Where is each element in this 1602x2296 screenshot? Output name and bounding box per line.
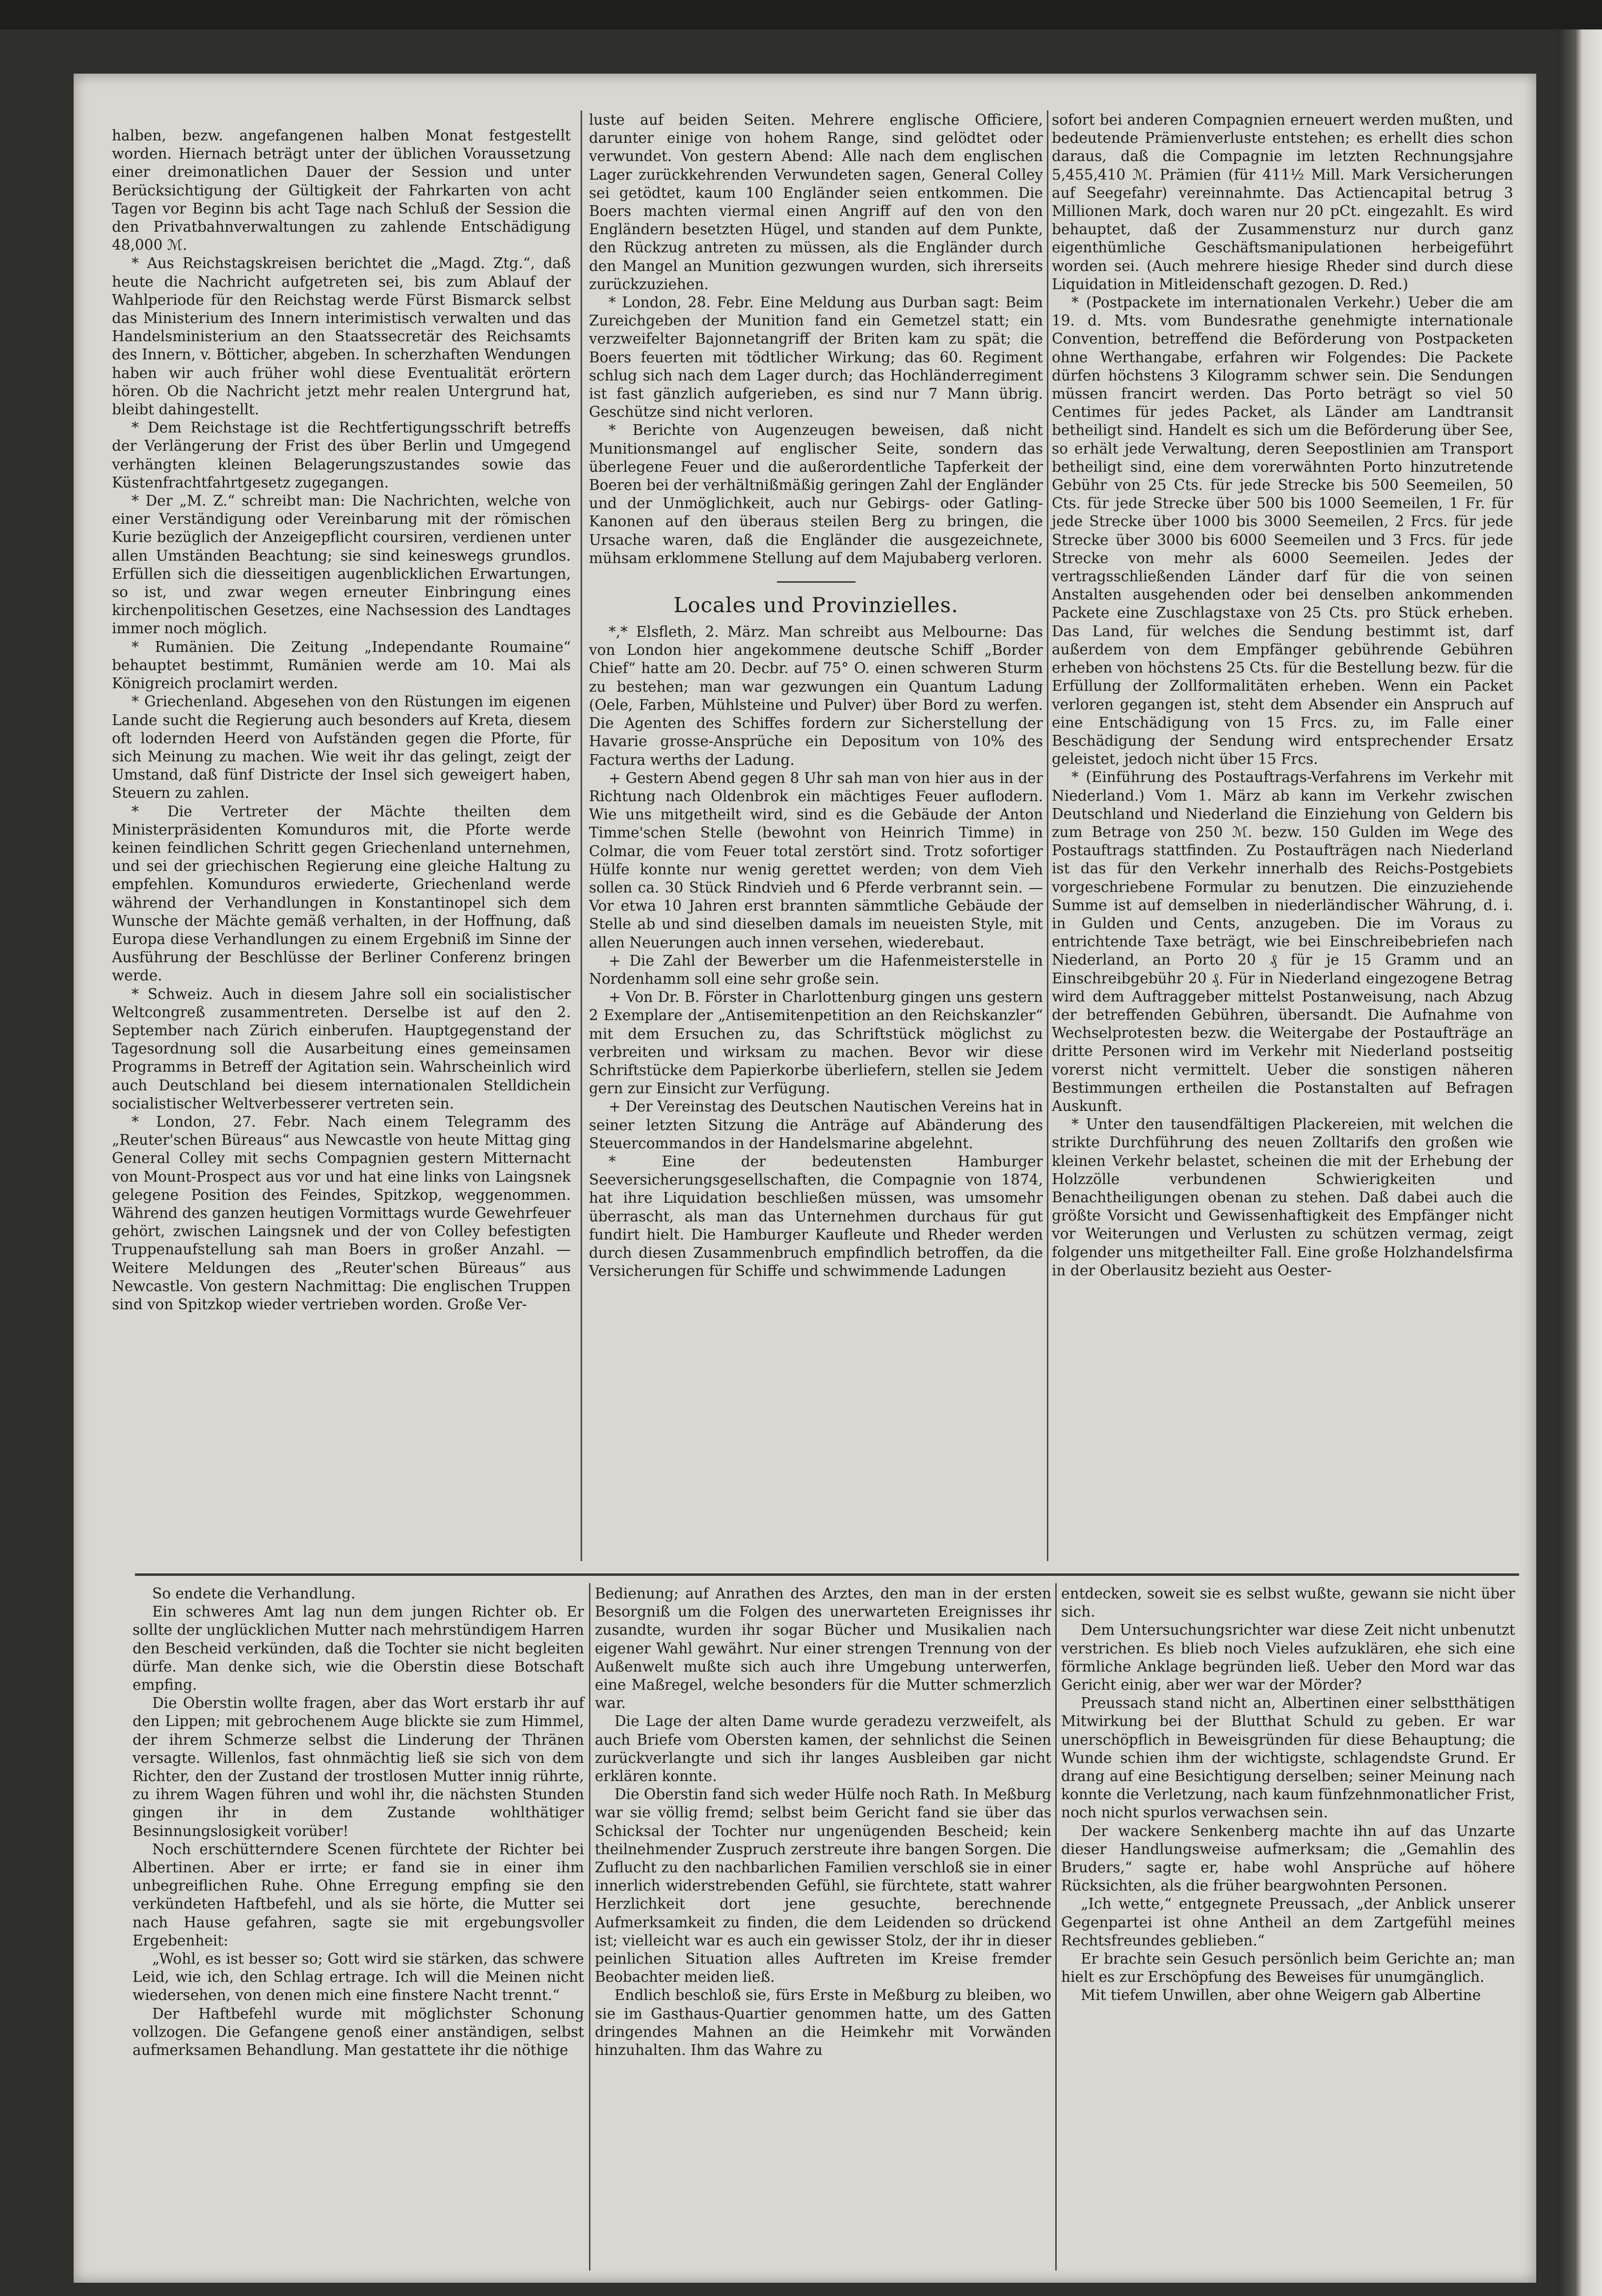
paragraph: Mit tiefem Unwillen, aber ohne Weigern gab Albertine [1081,1987,1481,2004]
paragraph: + Der Vereinstag des Deutschen Nautischen Vereins hat in seiner letzten Sitzung die Anträge auf Abänderung des Steuercommandos in der Handelsmarine abgelehnt. [589,1098,1043,1152]
top-column-2 [589,111,1043,1280]
column-rule-bottom-1 [589,1583,590,2270]
book-page-edge [1558,29,1602,2296]
paragraph: So endete die Verhandlung. [152,1585,356,1602]
paragraph: sofort bei anderen Compagnien erneuert werden mußten, und bedeutende Prämienverluste entstehen; es erhellt dies schon daraus, daß die Compagnie im letzten Rechnungsjahre 5,455,410 ℳ. Prämien (für 411½ Mill. Mark Versicherungen auf Seegefahr) vereinnahmte. Das Actiencapital betrug 3 Millionen Mark, doch waren nur 20 pCt. eingezahlt. Es wird behauptet, daß der Zusammensturz nur durch ganz eigenthümliche Geschäftsmanipulationen herbeigeführt worden sei. (Auch mehrere hiesige Rheder sind durch diese Liquidation in Mitleidenschaft gezogen. D. Red.) [1052,111,1513,293]
paragraph: Er brachte sein Gesuch persönlich beim Gerichte an; man hielt es zur Erschöpfung des Beweises für unumgänglich. [1061,1950,1515,1986]
paragraph: * Schweiz. Auch in diesem Jahre soll ein socialistischer Weltcongreß zusammentreten. Derselbe ist auf den 2. September nach Zürich einberufen. Hauptgegenstand der Tagesordnung soll die Ausarbeitung eines gemeinsamen Programms in Betreff der Agitation sein. Wahrscheinlich wird auch Deutschland bei diesem internationalen Stelldichein socialistischer Weltverbesserer vertreten sein. [112,985,571,1112]
paragraph: *,* Elsfleth, 2. März. Man schreibt aus Melbourne: Das von London hier angekommene deutsche Schiff „Border Chief“ hatte am 20. Decbr. auf 75° O. einen schweren Sturm zu bestehen; man war gezwungen ein Quantum Ladung (Oele, Farben, Mühlsteine und Pulver) über Bord zu werfen. Die Agenten des Schiffes fordern zur Sicherstellung der Havarie grosse-Ansprüche ein Depositum von 10% des Factura werths der Ladung. [589,623,1043,768]
paragraph: + Die Zahl der Bewerber um die Hafenmeisterstelle in Nordenhamm soll eine sehr große sein. [589,952,1043,987]
paragraph: * (Postpackete im internationalen Verkehr.) Ueber die am 19. d. Mts. vom Bundesrathe genehmigte internationale Convention, betreffend die Beförderung von Postpacketen ohne Werthangabe, erfahren wir Folgendes: Die Packete dürfen höchstens 3 Kilogramm schwer sein. Die Sendungen müssen francirt werden. Das Porto beträgt so viel 50 Centimes für jedes Packet, als Länder am Landtransit betheiligt sind. Handelt es sich um die Beförderung über See, so erhält jede Verwaltung, deren Seepostlinien am Transport betheiligt sind, eine dem vorerwähnten Porto hinzutretende Gebühr von 25 Cts. für jede Strecke bis 500 Seemeilen, 50 Cts. für jede Strecke über 500 bis 1000 Seemeilen, 1 Fr. für jede Strecke über 1000 bis 3000 Seemeilen, 2 Frcs. für jede Strecke über 3000 bis 6000 Seemeilen und 3 Frcs. für jede Strecke von mehr als 6000 Seemeilen. Jedes der vertragsschließenden Länder darf für die von seinen Anstalten ausgehenden oder bei denselben ankommenden Packete eine Zuschlagstaxe von 25 Cts. pro Stück erheben. Das Land, für welches die Sendung bestimmt ist, darf außerdem von dem Empfänger gebührende Gebühren erheben von höchstens 25 Cts. für die Bestellung bezw. für die Erfüllung der Zollformalitäten erheben. Wenn ein Packet verloren gegangen ist, steht dem Absender ein Anspruch auf eine Entschädigung von 15 Frcs. zu, im Falle einer Beschädigung der Sendung wird entsprechender Ersatz geleistet, jedoch nicht über 15 Frcs. [1052,294,1513,768]
section-heading: Locales und Provinzielles. [673,593,959,618]
top-column-1 [112,127,571,1314]
paragraph: * Die Vertreter der Mächte theilten dem Ministerpräsidenten Komunduros mit, die Pforte werde keinen feindlichen Schritt gegen Griechenland unternehmen, und sei der griechischen Regierung eine gleiche Haltung zu empfehlen. Komunduros erwiederte, Griechenland werde während der Verhandlungen in Konstantinopel sich dem Wunsche der Mächte gemäß verhalten, in der Hoffnung, daß Europa diese Verhandlungen zu einem Ergebniß im Sinne der Ausführung der Beschlüsse der Berliner Conferenz bringen werde. [112,803,571,984]
paragraph: * Rumänien. Die Zeitung „Independante Roumaine“ behauptet bestimmt, Rumänien werde am 10. Mai als Königreich proclamirt werden. [112,638,571,692]
paragraph: Die Oberstin fand sich weder Hülfe noch Rath. In Meßburg war sie völlig fremd; selbst beim Gericht fand sie über das Schicksal der Tochter nur ungenügenden Bescheid; kein theilnehmender Zuspruch zerstreute ihre bangen Sorgen. Die Zuflucht zu den nachbarlichen Familien verschloß sie in einer innerlich widerstrebenden Gefühl, sie fürchtete, statt wahrer Herzlichkeit dort jene gesuchte, berechnende Aufmerksamkeit zu finden, die dem Leidenden so drückend ist; vielleicht war es auch ein gewisser Stolz, der ihr in dieser peinlichen Situation alles Auftreten im Kreise fremder Beobachter meiden ließ. [595,1786,1051,1986]
paragraph: * (Einführung des Postauftrags-Verfahrens im Verkehr mit Niederland.) Vom 1. März ab kann im Verkehr zwischen Deutschland und Niederland die Einziehung von Geldern bis zum Betrage von 250 ℳ. bezw. 150 Gulden im Wege des Postauftrags stattfinden. Zu Postaufträgen nach Niederland ist das für den Verkehr innerhalb des Reichs-Postgebiets vorgeschriebene Formular zu benutzen. Die einzuziehende Summe ist auf demselben in niederländischer Währung, d. i. in Gulden und Cents, anzugeben. Die im Voraus zu entrichtende Taxe beträgt, wie bei Einschreibebriefen nach Niederland, an Porto 20 ₰ für je 15 Gramm und an Einschreibgebühr 20 ₰. Für in Niederland eingezogene Betrag wird dem Auftraggeber mittelst Postanweisung, nach Abzug der betreffenden Gebühren, übersandt. Die Aufnahme von Wechselprotesten bezw. die Weitergabe der Postaufträge an dritte Personen wird im Verkehr mit Niederland postseitig vorerst nicht vermittelt. Ueber die sonstigen näheren Bestimmungen ertheilen die Postanstalten auf Befragen Auskunft. [1052,769,1513,1114]
paragraph: „Ich wette,“ entgegnete Preussach, „der Anblick unserer Gegenpartei ist ohne Antheil an dem Zartgefühl meines Rechtsfreundes geblieben.“ [1061,1895,1515,1949]
paragraph: luste auf beiden Seiten. Mehrere englische Officiere, darunter einige von hohem Range, sind gelödtet oder verwundet. Von gestern Abend: Alle nach dem englischen Lager zurückkehrenden Verwundeten sagen, General Colley sei getödtet, kaum 100 Engländer seien entkommen. Die Boers machten viermal einen Angriff auf den von den Engländern besetzten Hügel, und standen auf dem Punkte, den Rückzug antreten zu müssen, als die Engländer durch den Mangel an Munition gezwungen wurden, sich ihrerseits zurückzuziehen. [589,111,1043,293]
paragraph: entdecken, soweit sie es selbst wußte, gewann sie nicht über sich. [1061,1585,1515,1621]
paragraph: Preussach stand nicht an, Albertinen einer selbstthätigen Mitwirkung bei der Blutthat Schuld zu geben. Er war unerschöpflich in Beweisgründen für diese Behauptung; die Wunde schien ihm der wichtigste, schlagendste Grund. Er drang auf eine Besichtigung derselben; seiner Meinung nach konnte die Verletzung, nach kaum fünfzehnmonatlicher Frist, noch nicht spurlos verwachsen sein. [1061,1695,1515,1821]
paragraph: + Von Dr. B. Förster in Charlottenburg gingen uns gestern 2 Exemplare der „Antisemitenpetition an den Reichskanzler“ mit dem Ersuchen zu, das Schriftstück möglichst zu verbreiten und wirksam zu machen. Bevor wir diese Schriftstücke dem Papierkorbe überliefern, stellen sie Jedem gern zur Einsicht zur Verfügung. [589,989,1043,1097]
feuilleton-column-2 [595,1585,1051,2059]
paragraph: Die Oberstin wollte fragen, aber das Wort erstarb ihr auf den Lippen; mit gebrochenem Auge blickte sie zum Himmel, der ihrem Schmerze selbst die Linderung der Thränen versagte. Willenlos, fast ohnmächtig ließ sie sich von dem Richter, den der Zustand der trostlosen Mutter innig rührte, zu ihrem Wagen führen und wohl ihr, die nächsten Stunden gingen ihr in dem Zustande wohlthätiger Besinnungslosigkeit vorüber! [133,1695,584,1839]
paragraph: Die Lage der alten Dame wurde geradezu verzweifelt, als auch Briefe vom Obersten kamen, der sehnlichst die Seinen zurückverlangte und sich ihr langes Ausbleiben gar nicht erklären konnte. [595,1713,1051,1785]
paragraph: * Unter den tausendfältigen Plackereien, mit welchen die strikte Durchführung des neuen Zolltarifs den großen wie kleinen Verkehr belastet, scheinen die mit der Erhebung der Holzzölle verbundenen Schwierigkeiten und Benachtheiligungen obenan zu stehen. Daß dabei auch die größte Vorsicht und Gewissenhaftigkeit des Empfänger nicht vor Weiterungen und Verlusten zu schützen vermag, zeigt folgender uns mitgetheilter Fall. Eine große Holzhandelsfirma in der Oberlausitz bezieht aus Oester- [1052,1116,1513,1279]
paragraph: * Berichte von Augenzeugen beweisen, daß nicht Munitionsmangel auf englischer Seite, sondern das überlegene Feuer und die außerordentliche Tapferkeit der Boeren bei der verhältnißmäßig geringen Zahl der Engländer und der Unmöglichkeit, auch nur Gebirgs- oder Gatling-Kanonen auf den überaus steilen Berg zu bringen, die Ursache waren, daß die Engländer die ausgezeichnete, mühsam erklommene Stellung auf dem Majubaberg verloren. [589,422,1043,567]
paragraph: halben, bezw. angefangenen halben Monat festgestellt worden. Hiernach beträgt unter der üblichen Voraussetzung einer dreimonatlichen Dauer der Session und unter Berücksichtigung der Gültigkeit der Fahrkarten von acht Tagen vor Beginn bis acht Tage nach Schluß der Session die den Privatbahnverwaltungen zu zahlende Entschädigung 48,000 ℳ. [112,127,571,254]
paragraph: * Der „M. Z.“ schreibt man: Die Nachrichten, welche von einer Verständigung oder Vereinbarung mit der römischen Kurie bezüglich der Anzeigepflicht coursiren, verdienen unter allen Umständen Beachtung; sie sind keineswegs grundlos. Erfüllen sich die diesseitigen augenblicklichen Erwartungen, so ist, und zwar wegen erneuter Einbringung eines kirchenpolitischen Gesetzes, eine Nachsession des Landtages immer noch möglich. [112,492,571,637]
feuilleton-column-1 [133,1585,584,2059]
paragraph: Bedienung; auf Anrathen des Arztes, den man in der ersten Besorgniß um die Folgen des unerwarteten Ereignisses ihr zusandte, wurden ihr sogar Bücher und Musikalien nach eigener Wahl gewährt. Nur einer strengen Trennung von der Außenwelt mußte sich auch ihre Umgebung unterwerfen, eine Maßregel, welche besonders für die Mutter schmerzlich war. [595,1585,1051,1712]
paragraph: Ein schweres Amt lag nun dem jungen Richter ob. Er sollte der unglücklichen Mutter nach mehrstündigem Harren den Bescheid verkünden, daß die Tochter sie nicht begleiten dürfe. Man denke sich, wie die Oberstin diese Botschaft empfing. [133,1603,584,1694]
paragraph: * London, 28. Febr. Eine Meldung aus Durban sagt: Beim Zureichgeben der Munition fand ein Gemetzel statt; ein verzweifelter Bajonnetangriff der Briten kam zu spät; die Boers feuerten mit tödtlicher Wirkung; das 60. Regiment schlug sich nach dem Lager durch; das Hochländerregiment ist fast gänzlich aufgerieben, es sind nur 7 Mann übrig. Geschütze sind nicht verloren. [589,294,1043,421]
column-rule-top-2 [1047,110,1048,1561]
paragraph: Noch erschütterndere Scenen fürchtete der Richter bei Albertinen. Aber er irrte; er fand sie in einer ihm unbegreiflichen Ruhe. Ohne Erregung empfing sie den verkündeten Haftbefehl, und als sie hörte, die Mutter sei nach Hause gefahren, sagte sie mit ergebungsvoller Ergebenheit: [133,1840,584,1949]
section-divider [777,581,855,583]
paragraph: Der wackere Senkenberg machte ihn auf das Unzarte dieser Handlungsweise aufmerksam; die „Gemahlin des Bruders,“ sagte er, habe wohl Ansprüche auf höhere Rücksichten, als die früher beargwohnten Personen. [1061,1822,1515,1894]
top-column-3 [1052,111,1513,1280]
paragraph: + Gestern Abend gegen 8 Uhr sah man von hier aus in der Richtung nach Oldenbrok ein mächtiges Feuer auflodern. Wie uns mitgetheilt wird, sind es die Gebäude der Anton Timme'schen Stelle (bewohnt von Heinrich Timme) in Colmar, die vom Feuer total zerstört sind. Trotz sofortiger Hülfe konnte nur wenig gerettet werden; von dem Vieh sollen ca. 30 Stück Rindvieh und 6 Pferde verbrannt sein. — Vor etwa 10 Jahren erst brannten sämmtliche Gebäude der Stelle ab und sind dieselben damals im neueisten Style, mit allen Neuerungen auch innen versehen, wiederebaut. [589,769,1043,951]
paragraph: * London, 27. Febr. Nach einem Telegramm des „Reuter'schen Büreaus“ aus Newcastle von heute Mittag ging General Colley mit sechs Compagnien gestern Mitternacht von Mount-Prospect aus vor und hat eine links von Laingsnek gelegene Position des Feindes, Spitzkop, weggenommen. Während des ganzen heutigen Vormittags wurde Gewehrfeuer gehört, zwischen Laingsnek und der von Colley befestigten Truppenaufstellung sah man Boers in großer Anzahl. — Weitere Meldungen des „Reuter'schen Büreaus“ aus Newcastle. Von gestern Nachmittag: Die englischen Truppen sind von Spitzkop wieder vertrieben worden. Große Ver- [112,1113,571,1313]
paragraph: Endlich beschloß sie, fürs Erste in Meßburg zu bleiben, wo sie im Gasthaus-Quartier genommen hatte, um des Gatten dringendes Mahnen an die Heimkehr mit Vorwänden hinzuhalten. Ihm das Wahre zu [595,1987,1051,2059]
paragraph: * Aus Reichstagskreisen berichtet die „Magd. Ztg.“, daß heute die Nachricht aufgetreten sei, bis zum Ablauf der Wahlperiode für den Reichstag werde Fürst Bismarck selbst das Ministerium des Innern interimistisch verwalten und das Handelsministerium an den Staatssecretär des Reichsamts des Innern, v. Bötticher, abgeben. In scherzhaften Wendungen haben wir auch früher wohl diese Eventualität erörtern hören. Ob die Nachricht jetzt mehr realen Untergrund hat, bleibt dahingestellt. [112,255,571,418]
paragraph: * Dem Reichstage ist die Rechtfertigungsschrift betreffs der Verlängerung der Frist des über Berlin und Umgegend verhängten kleinen Belagerungszustandes sowie das Küstenfrachtfahrtgesetz zugegangen. [112,419,571,491]
paragraph: Dem Untersuchungsrichter war diese Zeit nicht unbenutzt verstrichen. Es blieb noch Vieles aufzuklären, ehe sich eine förmliche Anklage begründen ließ. Ueber den Mord war das Gericht einig, aber wer war der Mörder? [1061,1621,1515,1694]
paragraph: Der Haftbefehl wurde mit möglichster Schonung vollzogen. Die Gefangene genoß einer anständigen, selbst aufmerksamen Behandlung. Man gestattete ihr die nöthige [133,2005,584,2059]
column-rule-top-1 [581,110,582,1561]
column-rule-bottom-2 [1055,1583,1057,2270]
paragraph: * Griechenland. Abgesehen von den Rüstungen im eigenen Lande sucht die Regierung auch besonders auf Kreta, diesem oft lodernden Heerd von Aufständen gegen die Pforte, für sich Meinung zu machen. Wie weit ihr das gelingt, zeigt der Umstand, daß fünf Districte der Insel sich geweigert haben, Steuern zu zahlen. [112,693,571,802]
scan-top-strip [0,0,1602,29]
feuilleton-column-3 [1061,1585,1515,2005]
feuilleton-separator-rule [135,1573,1519,1576]
paragraph: „Wohl, es ist besser so; Gott wird sie stärken, das schwere Leid, wie ich, den Schlag ertrage. Ich will die Meinen nicht wiedersehen, von denen mich eine finstere Nacht trennt.“ [133,1950,584,2004]
paragraph: * Eine der bedeutensten Hamburger Seeversicherungsgesellschaften, die Compagnie von 1874, hat ihre Liquidation beschließen müssen, was umsomehr überrascht, als man das Unternehmen durchaus für gut fundirt hielt. Die Hamburger Kaufleute und Rheder werden durch diesen Zusammenbruch empfindlich betroffen, da die Versicherungen für Schiffe und schwimmende Ladungen [589,1153,1043,1280]
